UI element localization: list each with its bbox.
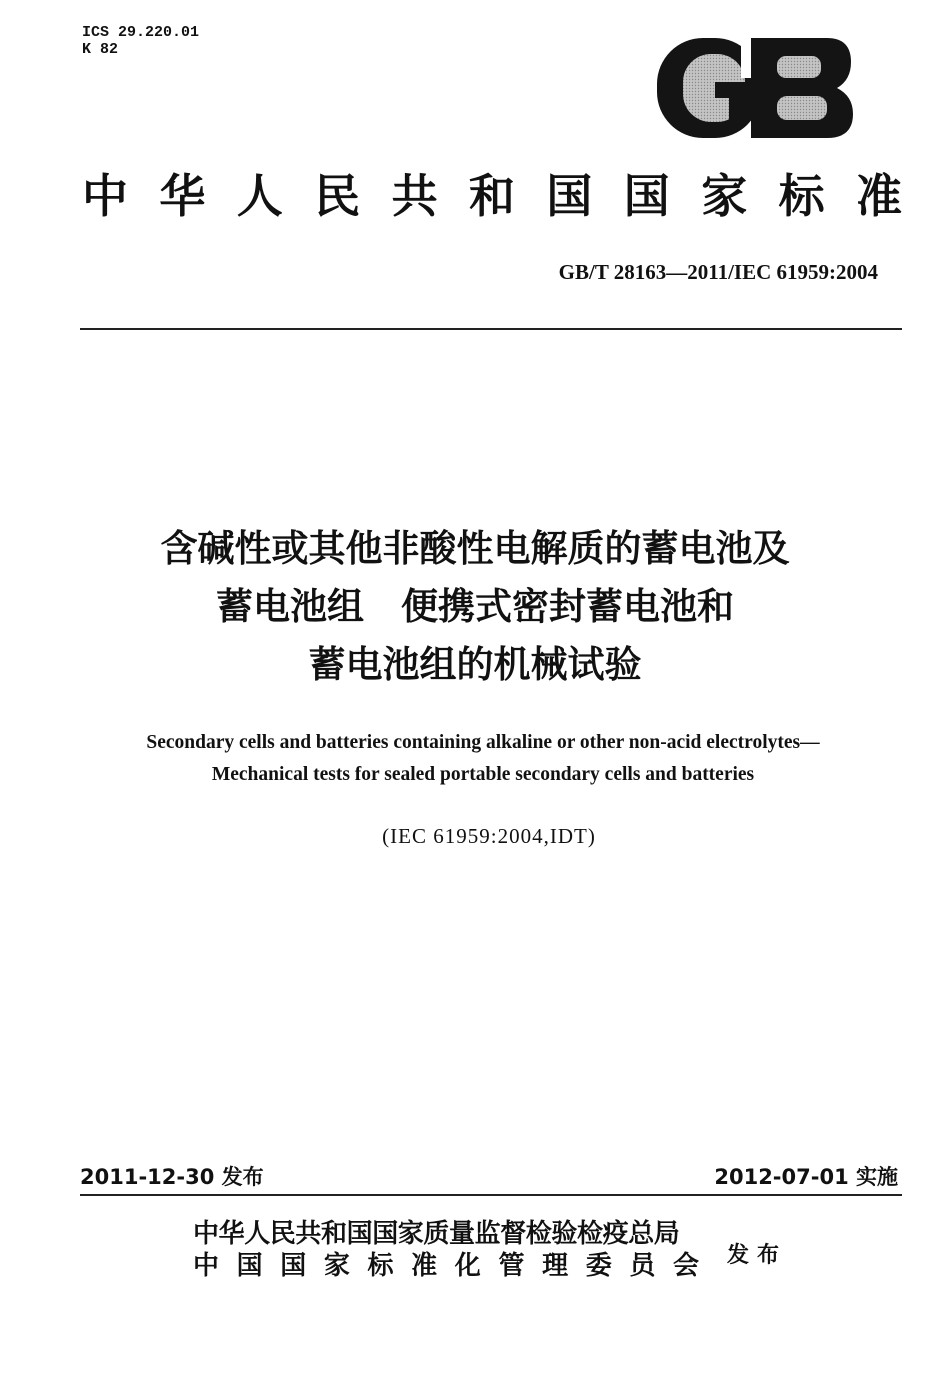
issuer-aqsiq: 中华人民共和国国家质量监督检验检疫总局 (193, 1219, 680, 1249)
ccs-code: K 82 (82, 41, 119, 58)
national-standard-title: 中华人民共和国国家标准 (82, 169, 904, 223)
issuing-authorities (193, 1218, 699, 1282)
adoption-note: (IEC 61959:2004,IDT) (382, 824, 596, 848)
chinese-title-line-3: 蓄电池组的机械试验 (308, 643, 642, 686)
chinese-title (0, 520, 950, 694)
implementation-date: 2012-07-01 实施 (714, 1165, 898, 1189)
footer-divider (80, 1194, 902, 1196)
classification-block (82, 24, 199, 58)
publish-label: 发布 (727, 1242, 788, 1268)
issuer-sac: 中国国家标准化管理委员会 (193, 1251, 699, 1281)
gb-logo-icon (655, 36, 855, 140)
issue-date: 2011-12-30 发布 (80, 1165, 264, 1189)
ics-code: ICS 29.220.01 (82, 24, 200, 41)
english-title-line-1: Secondary cells and batteries containing alkaline or other non-acid electrolytes— (146, 732, 820, 753)
chinese-title-line-2: 蓄电池组 便携式密封蓄电池和 (216, 585, 734, 628)
standard-code: GB/T 28163—2011/IEC 61959:2004 (558, 260, 878, 284)
english-title (0, 727, 950, 791)
english-title-line-2: Mechanical tests for sealed portable secondary cells and batteries (211, 764, 755, 785)
header-divider (80, 328, 902, 330)
chinese-title-line-1: 含碱性或其他非酸性电解质的蓄电池及 (160, 527, 790, 570)
